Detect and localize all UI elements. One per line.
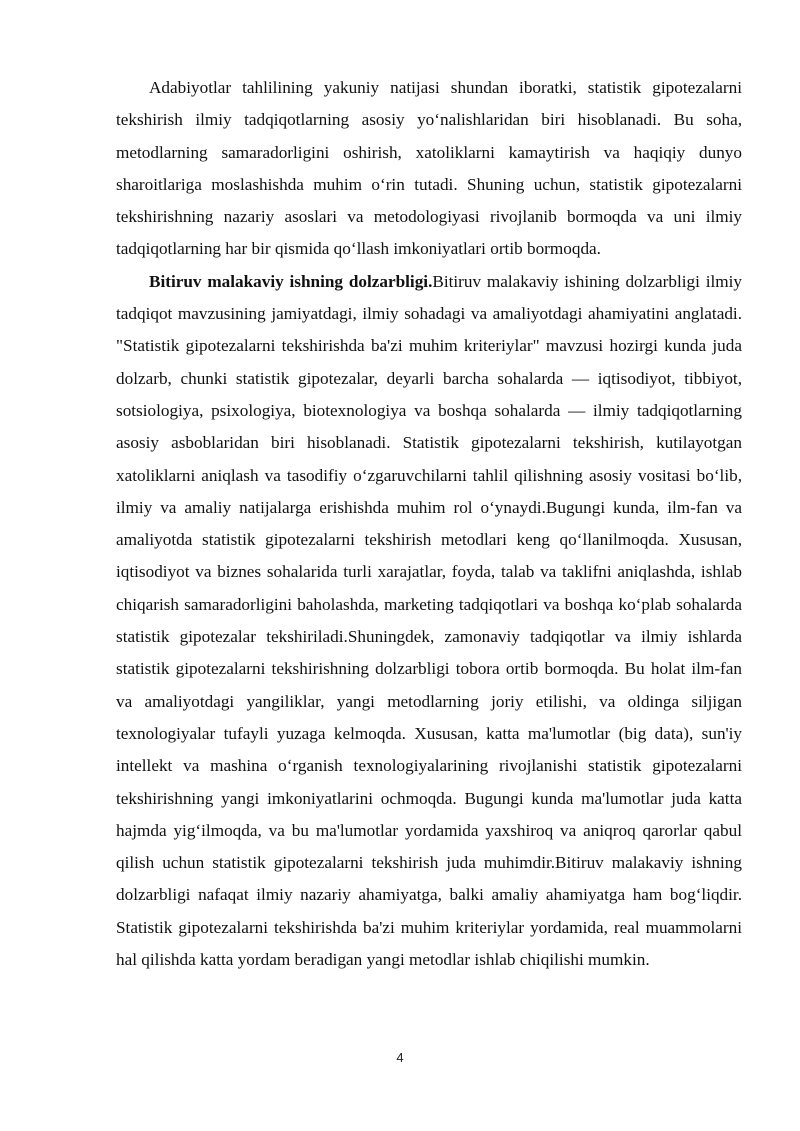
relevance-heading: Bitiruv malakaviy ishning dolzarbligi.: [149, 271, 433, 291]
paragraph-literature-conclusion: Adabiyotlar tahlilining yakuniy natijasi shundan iboratki, statistik gipotezalarni tekshirish ilmiy tadqiqotlarning asosiy yo‘nalishlaridan biri hisoblanadi. Bu soha, metodlarning samaradorligini oshirish, xatoliklarni kamaytirish va haqiqiy dunyo sharoitlariga moslashishda muhim o‘rin tutadi. Shuning uchun, statistik gipotezalarni tekshirishning nazariy asoslari va metodologiyasi rivojlanib bormoqda va uni ilmiy tadqiqotlarning har bir qismida qo‘llash imkoniyatlari ortib bormoqda.: [116, 78, 742, 259]
relevance-body: Bitiruv malakaviy ishining dolzarbligi ilmiy tadqiqot mavzusining jamiyatdagi, ilmiy sohadagi va amaliyotdagi ahamiyatini anglatadi. "Statistik gipotezalarni tekshirishda ba'zi muhim kriteriylar" mavzusi hozirgi kunda juda dolzarb, chunki statistik gipotezalar, deyarli barcha sohalarda — iqtisodiyot, tibbiyot, sotsiologiya, psixologiya, biotexnologiya va boshqa sohalarda — ilmiy tadqiqotlarning asosiy asboblaridan biri hisoblanadi. Statistik gipotezalarni tekshirish, kutilayotgan xatoliklarni aniqlash va tasodifiy o‘zgaruvchilarni tahlil qilishning asosiy vositasi bo‘lib, ilmiy va amaliy natijalarga erishishda muhim rol o‘ynaydi.Bugungi kunda, ilm-fan va amaliyotda statistik gipotezalarni tekshirish metodlari keng qo‘llanilmoqda. Xususan, iqtisodiyot va biznes sohalarida turli xarajatlar, foyda, talab va taklifni aniqlashda, ishlab chiqarish samaradorligini baholashda, marketing tadqiqotlari va boshqa ko‘plab sohalarda statistik gipotezalar tekshiriladi.Shuningdek, zamonaviy tadqiqotlar va ilmiy ishlarda statistik gipotezalarni tekshirishning dolzarbligi tobora ortib bormoqda. Bu holat ilm-fan va amaliyotdagi yangiliklar, yangi metodlarning joriy etilishi, va oldinga siljigan texnologiyalar tufayli yuzaga kelmoqda. Xususan, katta ma'lumotlar (big data), sun'iy intellekt va mashina o‘rganish texnologiyalarining rivojlanishi statistik gipotezalarni tekshirishning yangi imkoniyatlarini ochmoqda. Bugungi kunda ma'lumotlar juda katta hajmda yig‘ilmoqda, va bu ma'lumotlar yordamida yaxshiroq va aniqroq qarorlar qabul qilish uchun statistik gipotezalarni tekshirish juda muhimdir.Bitiruv malakaviy ishning dolzarbligi nafaqat ilmiy nazariy ahamiyatga, balki amaliy ahamiyatga ham bog‘liqdir. Statistik gipotezalarni tekshirishda ba'zi muhim kriteriylar yordamida, real muammolarni hal qilishda katta yordam beradigan yangi metodlar ishlab chiqilishi mumkin.: [116, 271, 742, 970]
page-body: [116, 72, 742, 976]
page-number: 4: [396, 1050, 404, 1065]
paragraph-relevance: [116, 266, 742, 977]
